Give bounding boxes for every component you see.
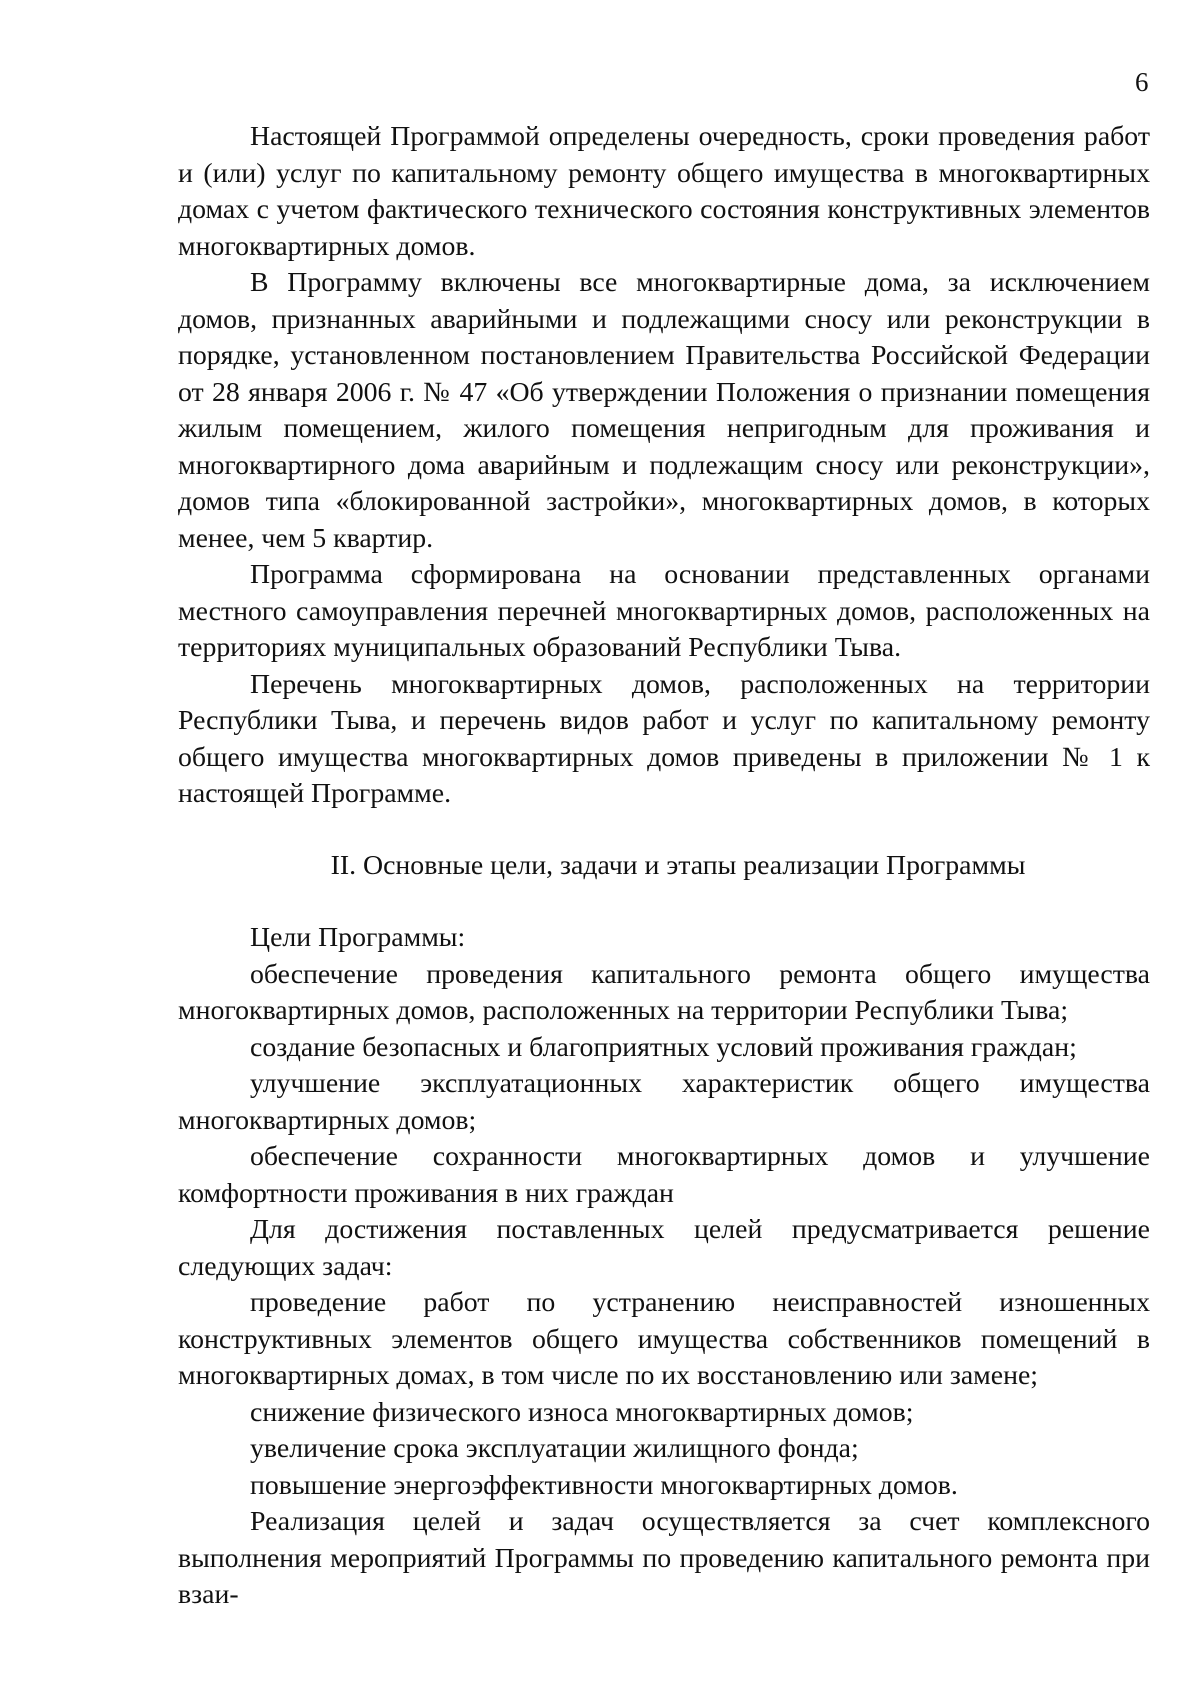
paragraph-goal-item: обеспечение проведения капитального ремонта общего имущества многоквартирных домов, расположенных на территории Республики Тыва; <box>178 958 1150 1026</box>
paragraph-task-item: повышение энергоэффективности многоквартирных домов. <box>250 1469 958 1501</box>
paragraph-implementation: Реализация целей и задач осуществляется за счет комплексного выполнения мероприятий Программы по проведению капитального ремонта при взаи- <box>178 1506 1150 1610</box>
paragraph-program-order: Настоящей Программой определены очередность, сроки проведения работ и (или) услуг по капитальному ремонту общего имущества в многоквартирных домах с учетом фактического технического состояния конструктивных элементов многоквартирных домов. <box>178 121 1150 262</box>
paragraph-building-list: Перечень многоквартирных домов, расположенных на территории Республики Тыва, и перечень видов работ и услуг по капитальному ремонту общего имущества многоквартирных домов приведены в приложении № 1 к настоящей Программе. <box>178 668 1150 809</box>
paragraph-task-item: снижение физического износа многоквартирных домов; <box>250 1396 914 1428</box>
paragraph-goals-title: Цели Программы: <box>250 922 466 953</box>
document-body <box>178 119 1150 1614</box>
paragraph-goal-item: улучшение эксплуатационных характеристик общего имущества многоквартирных домов; <box>178 1068 1150 1136</box>
paragraph-program-formation: Программа сформирована на основании представленных органами местного самоуправления перечней многоквартирных домов, расположенных на территориях муниципальных образований Республики Тыва. <box>178 559 1150 663</box>
paragraph-task-item: увеличение срока эксплуатации жилищного фонда; <box>250 1433 859 1464</box>
paragraph-program-scope: В Программу включены все многоквартирные дома, за исключением домов, признанных аварийными и подлежащими сносу или реконструкции в порядке, установленном постановлением Правительства Российской Федерации от 28 января 2006 г. № 47 «Об утверждении Положения о признании помещения жилым помещением, жилого помещения непригодным для проживания и многоквартирного дома аварийным и подлежащим сносу или реконструкции», домов типа «блокированной застройки», многоквартирных домов, в которых менее, чем 5 квартир. <box>178 267 1150 554</box>
paragraph-goal-item: создание безопасных и благоприятных условий проживания граждан; <box>250 1031 1077 1063</box>
spacer <box>178 884 1150 920</box>
section-heading: II. Основные цели, задачи и этапы реализации Программы <box>330 849 1026 881</box>
spacer <box>178 813 1150 848</box>
paragraph-goal-item: обеспечение сохранности многоквартирных домов и улучшение комфортности проживания в них граждан <box>178 1141 1150 1209</box>
paragraph-tasks-intro: Для достижения поставленных целей предусматривается решение следующих задач: <box>178 1214 1150 1282</box>
page-number: 6 <box>1135 67 1149 97</box>
paragraph-task-item: проведение работ по устранению неисправностей изношенных конструктивных элементов общего имущества собственников помещений в многоквартирных домах, в том числе по их восстановлению или замене; <box>178 1287 1150 1391</box>
